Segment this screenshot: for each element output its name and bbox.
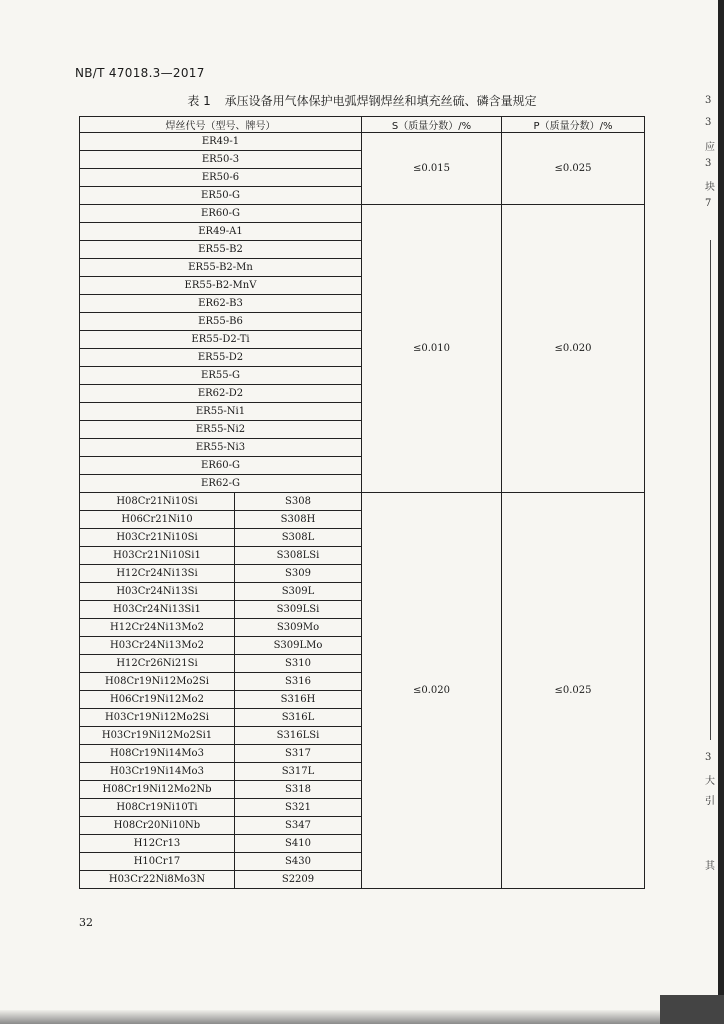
wire-designation: ER55-D2-Ti	[80, 331, 362, 349]
wire-model: S308	[235, 493, 362, 511]
wire-model: S308L	[235, 529, 362, 547]
wire-designation: ER55-B2	[80, 241, 362, 259]
phosphorus-limit-group1: ≤0.025	[502, 133, 645, 205]
wire-model: S308H	[235, 511, 362, 529]
wire-designation: ER50-G	[80, 187, 362, 205]
phosphorus-limit-group3: ≤0.025	[502, 493, 645, 889]
wire-brand: H03Cr19Ni12Mo2Si	[80, 709, 235, 727]
wire-model: S309	[235, 565, 362, 583]
wire-brand: H03Cr19Ni14Mo3	[80, 763, 235, 781]
wire-designation: ER55-B2-MnV	[80, 277, 362, 295]
wire-designation: ER55-G	[80, 367, 362, 385]
wire-brand: H08Cr19Ni12Mo2Si	[80, 673, 235, 691]
wire-model: S309LMo	[235, 637, 362, 655]
wire-model: S309LSi	[235, 601, 362, 619]
wire-brand: H12Cr24Ni13Si	[80, 565, 235, 583]
edge-text-fragment: 3	[705, 158, 712, 169]
header-sulfur: S（质量分数）/%	[362, 117, 502, 133]
wire-brand: H08Cr21Ni10Si	[80, 493, 235, 511]
wire-designation: ER55-B6	[80, 313, 362, 331]
wire-brand: H03Cr21Ni10Si1	[80, 547, 235, 565]
wire-designation: ER62-B3	[80, 295, 362, 313]
wire-model: S317L	[235, 763, 362, 781]
wire-brand: H08Cr19Ni10Ti	[80, 799, 235, 817]
edge-text-fragment: 应	[705, 142, 715, 153]
table-caption-id: 表 1	[187, 94, 211, 108]
wire-model: S318	[235, 781, 362, 799]
table-caption	[0, 92, 724, 109]
wire-brand: H03Cr24Ni13Mo2	[80, 637, 235, 655]
wire-brand: H12Cr24Ni13Mo2	[80, 619, 235, 637]
phosphorus-limit-group2: ≤0.020	[502, 205, 645, 493]
wire-model: S310	[235, 655, 362, 673]
wire-brand: H10Cr17	[80, 853, 235, 871]
wire-brand: H08Cr19Ni12Mo2Nb	[80, 781, 235, 799]
header-phosphorus: P（质量分数）/%	[502, 117, 645, 133]
wire-brand: H08Cr19Ni14Mo3	[80, 745, 235, 763]
wire-designation: ER55-Ni3	[80, 439, 362, 457]
wire-brand: H08Cr20Ni10Nb	[80, 817, 235, 835]
wire-brand: H03Cr21Ni10Si	[80, 529, 235, 547]
sulfur-phosphorus-table	[79, 116, 645, 889]
wire-brand: H03Cr22Ni8Mo3N	[80, 871, 235, 889]
edge-text-fragment: 3	[705, 95, 712, 106]
wire-model: S309L	[235, 583, 362, 601]
wire-model: S410	[235, 835, 362, 853]
wire-model: S317	[235, 745, 362, 763]
wire-model: S316LSi	[235, 727, 362, 745]
wire-designation: ER55-B2-Mn	[80, 259, 362, 277]
scan-edge-line	[710, 240, 711, 740]
wire-model: S347	[235, 817, 362, 835]
scan-bottom-shadow	[0, 1010, 724, 1024]
wire-brand: H06Cr21Ni10	[80, 511, 235, 529]
table-row	[80, 493, 645, 511]
wire-model: S430	[235, 853, 362, 871]
edge-text-fragment: 3	[705, 752, 712, 763]
wire-model: S316H	[235, 691, 362, 709]
wire-designation: ER62-D2	[80, 385, 362, 403]
wire-model: S309Mo	[235, 619, 362, 637]
wire-model: S308LSi	[235, 547, 362, 565]
edge-text-fragment: 块	[705, 182, 715, 193]
wire-designation: ER60-G	[80, 457, 362, 475]
edge-text-fragment: 7	[705, 198, 712, 209]
sulfur-limit-group2: ≤0.010	[362, 205, 502, 493]
table-row	[80, 133, 645, 151]
table-row	[80, 205, 645, 223]
wire-designation: ER55-D2	[80, 349, 362, 367]
scan-edge-strip	[718, 0, 724, 1024]
table-caption-title: 承压设备用气体保护电弧焊钢焊丝和填充丝硫、磷含量规定	[224, 94, 537, 108]
wire-model: S2209	[235, 871, 362, 889]
wire-model: S316	[235, 673, 362, 691]
edge-text-fragment: 引	[705, 796, 715, 807]
wire-brand: H03Cr24Ni13Si1	[80, 601, 235, 619]
wire-designation: ER50-3	[80, 151, 362, 169]
wire-model: S321	[235, 799, 362, 817]
page-number: 32	[79, 916, 93, 929]
wire-designation: ER55-Ni1	[80, 403, 362, 421]
wire-designation: ER49-A1	[80, 223, 362, 241]
wire-designation: ER62-G	[80, 475, 362, 493]
wire-designation: ER60-G	[80, 205, 362, 223]
scan-corner	[660, 995, 724, 1024]
wire-designation: ER55-Ni2	[80, 421, 362, 439]
sulfur-limit-group3: ≤0.020	[362, 493, 502, 889]
document-code: NB/T 47018.3—2017	[75, 66, 205, 80]
wire-designation: ER49-1	[80, 133, 362, 151]
wire-model: S316L	[235, 709, 362, 727]
edge-text-fragment: 3	[705, 117, 712, 128]
header-designation: 焊丝代号（型号、牌号）	[80, 117, 362, 133]
wire-brand: H06Cr19Ni12Mo2	[80, 691, 235, 709]
wire-brand: H03Cr24Ni13Si	[80, 583, 235, 601]
wire-brand: H12Cr26Ni21Si	[80, 655, 235, 673]
sulfur-limit-group1: ≤0.015	[362, 133, 502, 205]
wire-designation: ER50-6	[80, 169, 362, 187]
edge-text-fragment: 大	[705, 776, 715, 787]
wire-brand: H12Cr13	[80, 835, 235, 853]
wire-brand: H03Cr19Ni12Mo2Si1	[80, 727, 235, 745]
edge-text-fragment: 其	[705, 861, 715, 872]
